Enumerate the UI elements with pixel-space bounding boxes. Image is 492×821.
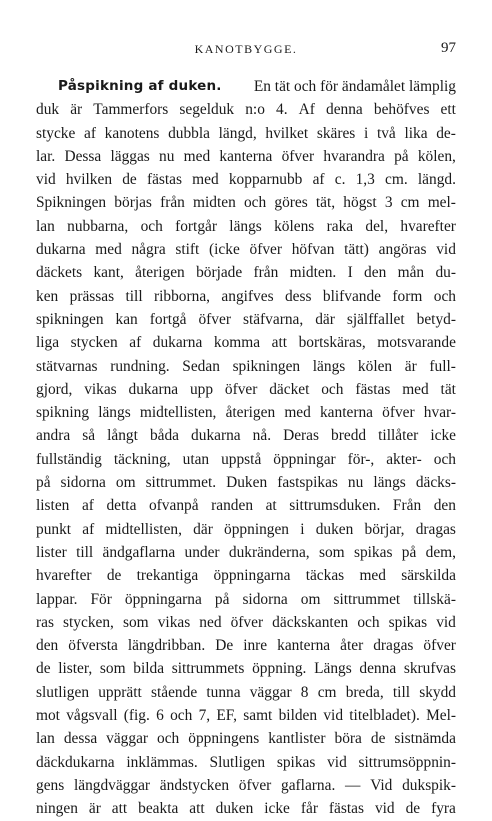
text-line: hvarefter de trekantiga öppningarna täckas med särskilda <box>36 567 456 585</box>
line-text: En tät och för ändamålet lämplig <box>253 78 456 95</box>
page-number: 97 <box>441 40 456 56</box>
text-line: de lister, som bilda sittrummets öppning. Längs denna skrufvas <box>36 660 456 678</box>
text-line: vid hvilken de fästas med kopparnubb af c. 1,3 cm. längd. <box>36 171 456 189</box>
text-line: lappar. För öppningarna på sidorna om sittrummet tillskä- <box>36 590 456 608</box>
text-line: fullständig täckning, utan uppstå öppningar för-, akter- och <box>36 450 456 468</box>
text-line: spikning längs midtellisten, återigen med kanterna öfver hvar- <box>36 404 456 422</box>
text-line: Spikningen börjas från midten och göres tät, högst 3 cm mel- <box>36 194 456 212</box>
body-text <box>36 75 456 821</box>
text-line: listen af detta ofvanpå randen at sittrumsduken. Från den <box>36 497 456 515</box>
text-line: liga stycken af dukarna komma att bortskäras, motsvarande <box>36 334 456 352</box>
text-line: slutligen upprätt stående tunna väggar 8 cm breda, till skydd <box>36 683 456 701</box>
text-line: ningen är att beakta att duken icke får fästas vid de fyra <box>36 800 456 818</box>
text-line: andra så långt båda dukarna nå. Deras bredd tillåter icke <box>36 427 456 445</box>
text-line: på sidorna om sittrummet. Duken fastspikas nu längs däcks- <box>36 474 456 492</box>
text-line: gens längdväggar ändstycken öfver gaflarna. — Vid dukspik- <box>36 776 456 794</box>
text-line: däckdukarna inklämmas. Slutligen spikas vid sittrumsöppnin- <box>36 753 456 771</box>
text-line: stätvarnas rundning. Sedan spikningen längs kölen är full- <box>36 357 456 375</box>
text-line: spikningen kan fortgå öfver stäfvarna, där själffallet betyd- <box>36 310 456 328</box>
text-line: ken prässas till ribborna, angifves dess blifvande form och <box>36 287 456 305</box>
section-heading: Påspikning af duken. <box>58 78 222 94</box>
text-line: mot vågsvall (fig. 6 och 7, EF, samt bilden vid titelbladet). Mel- <box>36 707 456 725</box>
text-line: lar. Dessa läggas nu med kanterna öfver hvarandra på kölen, <box>36 147 456 165</box>
text-line: däckets kant, återigen började från midten. I den mån du- <box>36 264 456 282</box>
text-line: duk är Tammerfors segelduk n:o 4. Af denna behöfves ett <box>36 101 456 119</box>
text-line: punkt af midtellisten, där öppningen i duken börjar, dragas <box>36 520 456 538</box>
text-line: lan nubbarna, och fortgår längs kölens raka del, hvarefter <box>36 217 456 235</box>
running-title: KANOTBYGGE. <box>194 42 298 56</box>
text-line: lan dessa väggar och öppningens kantlister böra de sistnämda <box>36 730 456 748</box>
text-line: gjord, vikas dukarna upp öfver däcket och fästas med tät <box>36 380 456 398</box>
text-line <box>36 75 456 98</box>
running-header <box>36 40 456 58</box>
text-line: lister till ändgaflarna under dukränderna, som spikas på dem, <box>36 543 456 561</box>
text-line: ras stycken, som vikas ned öfver däckskanten och spikas vid <box>36 613 456 631</box>
text-line: stycke af kanotens dubbla längd, hvilket skäres i två lika de- <box>36 124 456 142</box>
text-line: den öfversta längdribban. De inre kanterna åter dragas öfver <box>36 637 456 655</box>
text-line: dukarna med några stift (icke öfver höfvan tätt) angöras vid <box>36 241 456 259</box>
